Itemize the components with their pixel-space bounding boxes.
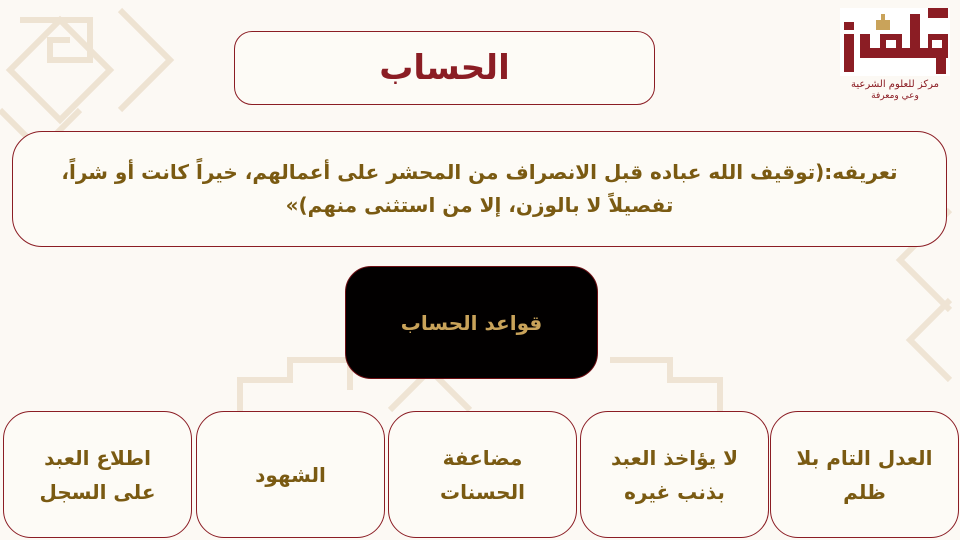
- rules-heading: قواعد الحساب: [400, 310, 543, 335]
- definition-text: تعريفه:(توقيف الله عباده قبل الانصراف من المحشر على أعمالهم، خيراً كانت أو شراً، تفصيلاً لا بالوزن، إلا من استثنى منهم)»: [61, 160, 898, 217]
- rule-item-label: مضاعفة الحسنات: [440, 445, 525, 504]
- rule-item-witnesses: [196, 411, 385, 538]
- rule-item-label: العدل التام بلا ظلم: [796, 445, 933, 504]
- logo-subtitle: [836, 78, 954, 103]
- logo-subtitle-line1: مركز للعلوم الشرعية: [851, 79, 939, 90]
- rule-item-multiplying-good-deeds: [388, 411, 577, 538]
- page-title: الحساب: [379, 48, 510, 88]
- logo-subtitle-line2: وعي ومعرفة: [871, 91, 919, 101]
- rule-item-label: الشهود: [255, 462, 326, 487]
- title-box: [234, 31, 655, 105]
- rule-item-no-burden: [580, 411, 769, 538]
- rule-item-justice: [770, 411, 959, 538]
- rules-heading-box: [345, 266, 598, 379]
- rule-item-label: لا يؤاخذ العبد بذنب غيره: [610, 445, 739, 504]
- definition-box: [12, 131, 947, 247]
- rule-item-record: [3, 411, 192, 538]
- rule-item-label: اطلاع العبد على السجل: [39, 445, 156, 504]
